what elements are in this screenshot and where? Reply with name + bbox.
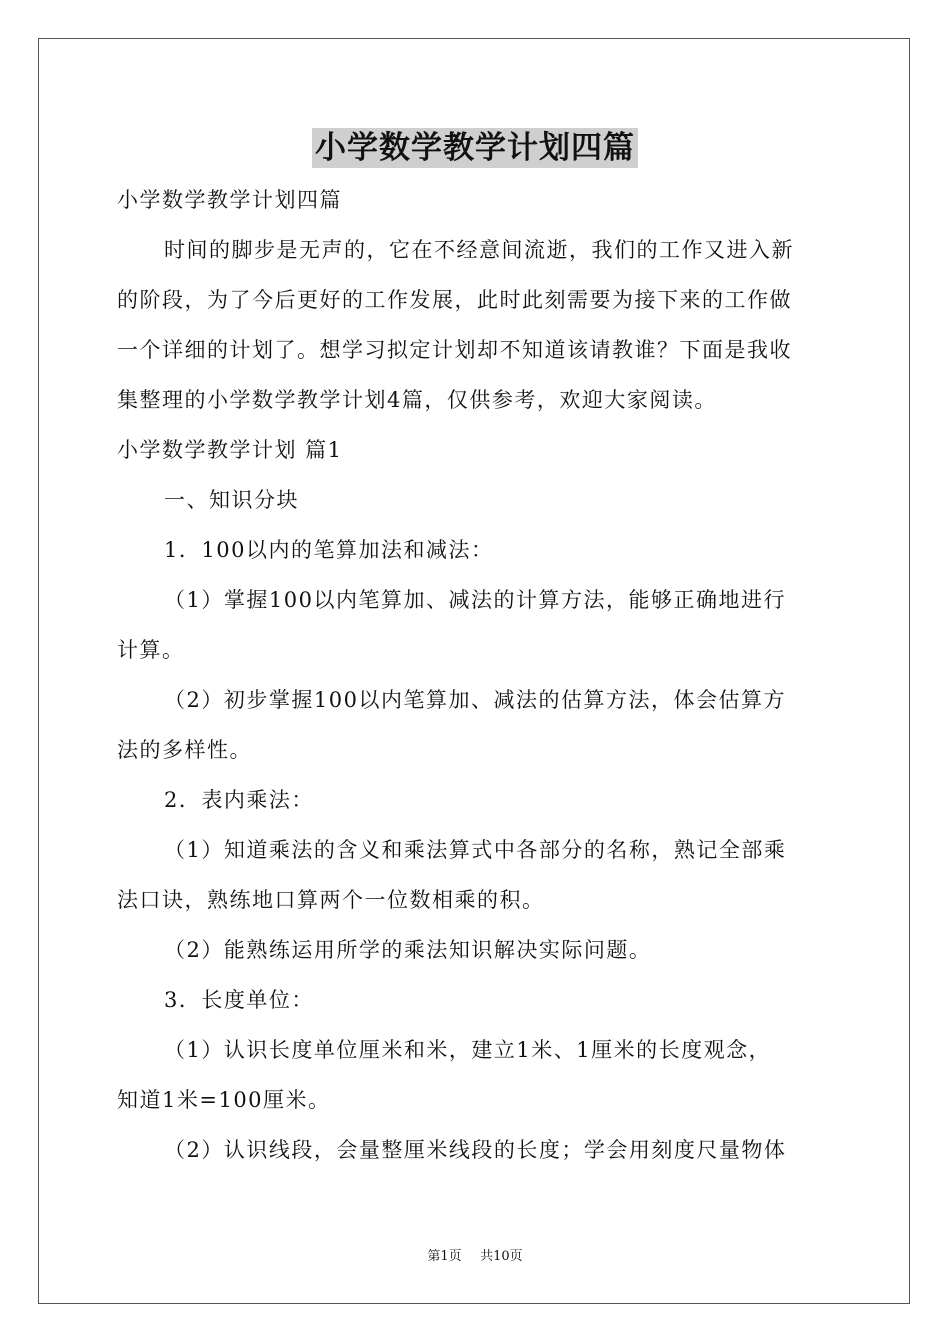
page-total: 共10页 <box>480 1249 523 1264</box>
text-line: （1）认识长度单位厘米和米，建立1米、1厘米的长度观念， <box>164 1038 772 1062</box>
text-line: 的阶段，为了今后更好的工作发展，此时此刻需要为接下来的工作做 <box>117 288 792 312</box>
text-line: 法口诀，熟练地口算两个一位数相乘的积。 <box>117 888 545 912</box>
text-line: 一、知识分块 <box>164 488 299 512</box>
text-line: 一个详细的计划了。想学习拟定计划却不知道该请教谁？下面是我收 <box>117 338 792 362</box>
text-line: 法的多样性。 <box>117 738 252 762</box>
text-line: （2）能熟练运用所学的乘法知识解决实际问题。 <box>164 938 652 962</box>
text-line: （1）知道乘法的含义和乘法算式中各部分的名称，熟记全部乘 <box>164 838 787 862</box>
text-line: 计算。 <box>117 638 185 662</box>
text-line: 集整理的小学数学教学计划4篇，仅供参考，欢迎大家阅读。 <box>117 388 717 412</box>
text-line: 知道1米=100厘米。 <box>117 1088 331 1112</box>
page-number: 第1页 <box>427 1249 462 1264</box>
text-line: 3．长度单位： <box>164 988 314 1012</box>
section-heading: 小学数学教学计划 篇1 <box>117 438 343 462</box>
document-title: 小学数学教学计划四篇 <box>312 128 638 168</box>
page-border <box>38 38 910 1304</box>
title-container <box>0 128 950 168</box>
text-line: 2．表内乘法： <box>164 788 314 812</box>
text-line: （2）认识线段，会量整厘米线段的长度；学会用刻度尺量物体 <box>164 1138 787 1162</box>
text-line: 1．100以内的笔算加法和减法： <box>164 538 494 562</box>
text-line: （2）初步掌握100以内笔算加、减法的估算方法，体会估算方 <box>164 688 786 712</box>
page-footer <box>0 1248 950 1266</box>
text-line: 小学数学教学计划四篇 <box>117 188 342 212</box>
text-line: （1）掌握100以内笔算加、减法的计算方法，能够正确地进行 <box>164 588 786 612</box>
text-line: 时间的脚步是无声的，它在不经意间流逝，我们的工作又进入新 <box>164 238 794 262</box>
